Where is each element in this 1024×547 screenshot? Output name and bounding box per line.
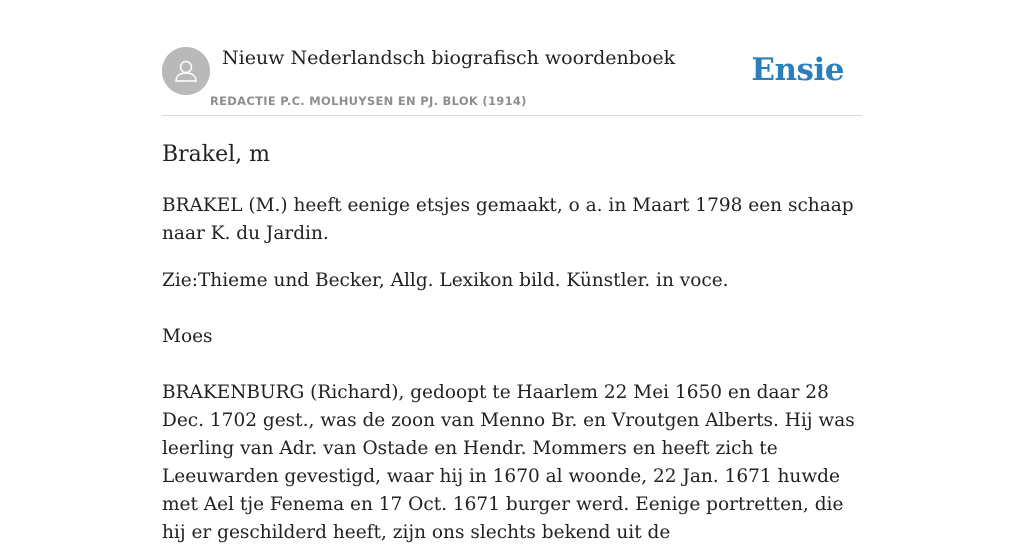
entry-paragraph: Moes <box>162 326 213 347</box>
book-title[interactable]: Nieuw Nederlandsch biografisch woordenboek <box>222 47 676 69</box>
entry-paragraph: Zie:Thieme und Becker, Allg. Lexikon bild. Künstler. in voce. <box>162 270 729 291</box>
entry-paragraph: BRAKENBURG (Richard), gedoopt te Haarlem 22 Mei 1650 en daar 28 Dec. 1702 gest., was de zoon van Menno Br. en Vroutgen Alberts. Hij was leerling van Adr. van Ostade en Hendr. Mommers en heeft zich te Leeuwarden gevestigd, waar hij in 1670 al woonde, 22 Jan. 1671 huwde met Ael tje Fenema en 17 Oct. 1671 burger werd. Eenige portretten, die hij er geschilderd heeft, zijn ons slechts bekend uit de <box>162 382 855 543</box>
user-placeholder-icon[interactable] <box>162 47 210 95</box>
entry-paragraph: BRAKEL (M.) heeft eenige etsjes gemaakt, o a. in Maart 1798 een schaap naar K. du Jardin. <box>162 195 854 244</box>
header <box>162 0 862 116</box>
ensie-logo[interactable]: Ensie <box>751 52 844 88</box>
page-content <box>162 0 862 543</box>
book-subtitle: REDACTIE P.C. MOLHUYSEN EN PJ. BLOK (1914) <box>210 94 527 108</box>
entry-title: Brakel, m <box>162 142 271 167</box>
